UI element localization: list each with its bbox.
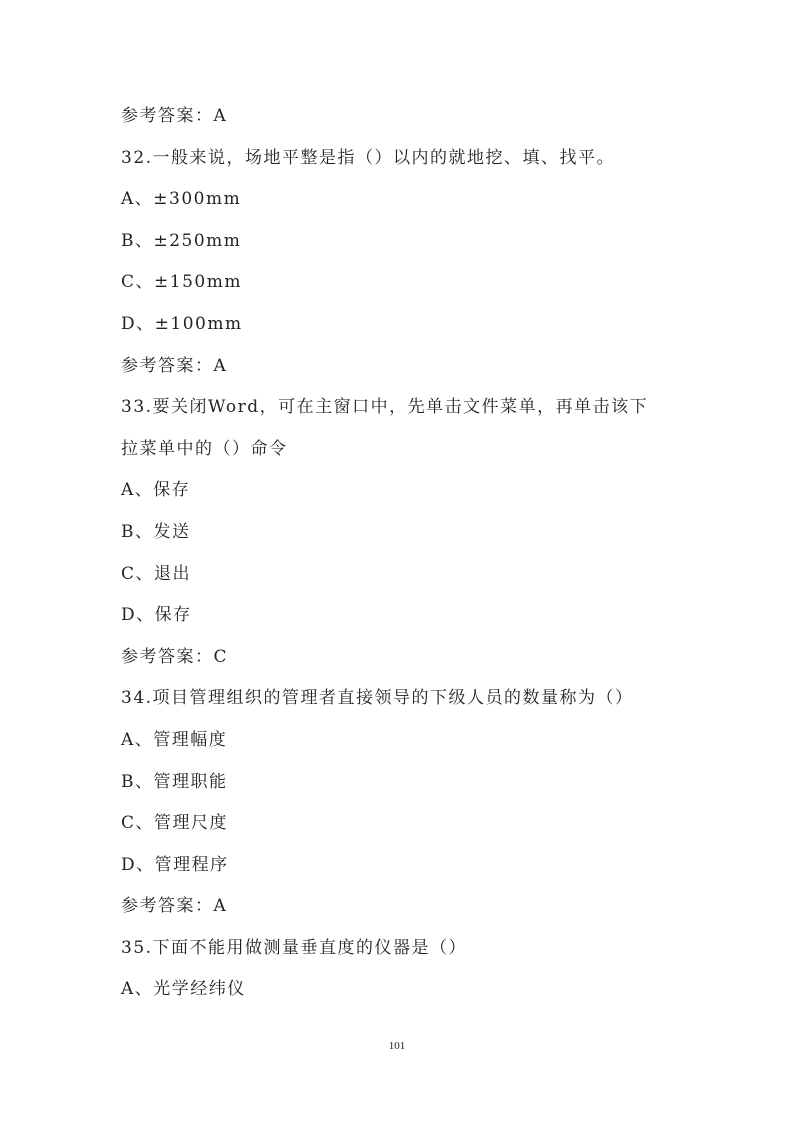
- question-35: 35.下面不能用做测量垂直度的仪器是（）: [121, 937, 468, 958]
- question-33: 33.要关闭Word，可在主窗口中，先单击文件菜单，再单击该下: [121, 397, 649, 418]
- answer-line: 参考答案：A: [121, 106, 228, 126]
- option-d: D、管理程序: [121, 854, 229, 875]
- answer-line: 参考答案：C: [121, 646, 229, 667]
- option-b: B、发送: [121, 521, 191, 542]
- question-34: 34.项目管理组织的管理者直接领导的下级人员的数量称为（）: [121, 688, 634, 709]
- option-a: A、保存: [121, 480, 191, 501]
- option-a: A、管理幅度: [121, 729, 228, 750]
- answer-line: 参考答案：A: [121, 896, 228, 917]
- option-b: B、管理职能: [121, 771, 228, 792]
- option-c: C、退出: [121, 563, 192, 584]
- page-number: 101: [388, 1040, 406, 1052]
- question-32: 32.一般来说，场地平整是指（）以内的就地挖、填、找平。: [121, 147, 616, 168]
- question-content: [121, 96, 681, 1011]
- option-d: D、±100mm: [121, 313, 243, 334]
- option-a: A、±300mm: [121, 189, 242, 210]
- option-d: D、保存: [121, 605, 192, 626]
- option-a: A、光学经纬仪: [121, 979, 246, 1000]
- question-33-continued: 拉菜单中的（）命令: [121, 438, 288, 459]
- option-c: C、管理尺度: [121, 813, 229, 834]
- answer-line: 参考答案：A: [121, 355, 228, 376]
- option-c: C、±150mm: [121, 272, 242, 293]
- option-b: B、±250mm: [121, 230, 242, 251]
